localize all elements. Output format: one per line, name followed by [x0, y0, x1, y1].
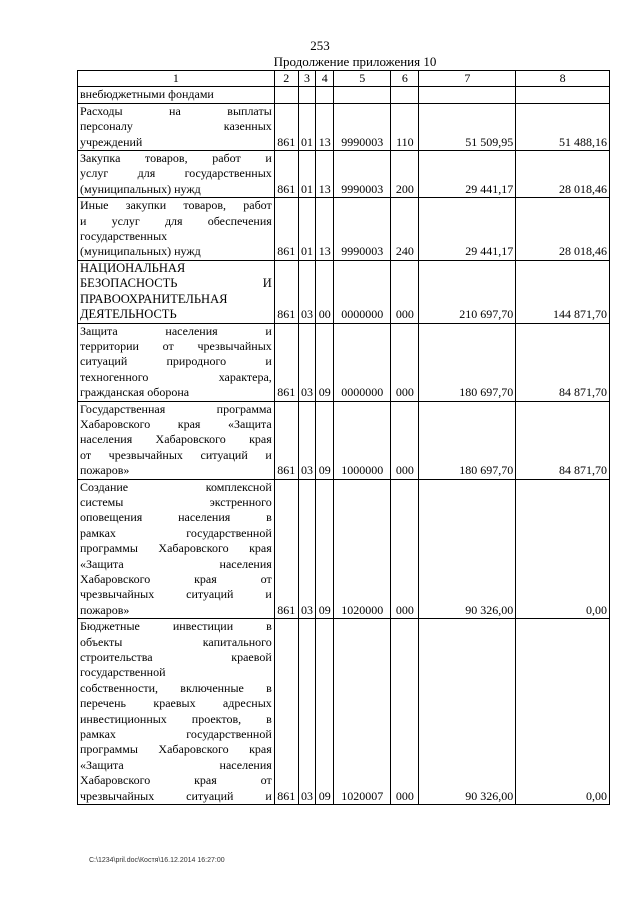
- row-name-line: Закупка товаров, работ и: [80, 151, 272, 166]
- row-name-line: Расходы на выплаты: [80, 103, 272, 118]
- row-name-line: (муниципальных) нужд: [80, 244, 201, 259]
- row-name-line: Защита населения и: [80, 323, 272, 338]
- table-row: [78, 87, 610, 103]
- subsection-code: 13: [316, 151, 334, 198]
- row-name-line: перечень краевых адресных: [80, 696, 272, 711]
- ved-code: 861: [274, 323, 298, 401]
- row-name-line: рамках государственной: [80, 727, 272, 742]
- subsection-code: 09: [316, 323, 334, 401]
- ved-code: 861: [274, 479, 298, 619]
- header-cell: 2: [274, 71, 298, 87]
- budget-table: [77, 70, 610, 805]
- row-name-line: ДЕЯТЕЛЬНОСТЬ: [80, 307, 177, 322]
- row-name-line: персоналу казенных: [80, 119, 272, 134]
- section-code: 03: [298, 323, 316, 401]
- empty-cell: [298, 87, 316, 103]
- header-cell: 5: [334, 71, 391, 87]
- row-name-line: НАЦИОНАЛЬНАЯ: [80, 260, 186, 275]
- row-name: [78, 198, 275, 261]
- header-cell: 3: [298, 71, 316, 87]
- row-name-line: услуг для государственных: [80, 166, 272, 181]
- row-name: [78, 619, 275, 805]
- row-name-line: пожаров»: [80, 602, 130, 617]
- expense-type-code: 000: [391, 323, 419, 401]
- row-name: [78, 103, 275, 150]
- row-name: [78, 479, 275, 619]
- subsection-code: 00: [316, 260, 334, 323]
- section-code: 01: [298, 103, 316, 150]
- target-article-code: 9990003: [334, 151, 391, 198]
- subsection-code: 13: [316, 198, 334, 261]
- table-row: [78, 479, 610, 619]
- row-name-line: «Защита населения: [80, 556, 272, 571]
- target-article-code: 1000000: [334, 401, 391, 479]
- appendix-subtitle: Продолжение приложения 10: [273, 54, 437, 69]
- amount-year-2: 0,00: [516, 619, 610, 805]
- table-row: [78, 260, 610, 323]
- row-name-line: программы Хабаровского края: [80, 742, 272, 757]
- row-name-line: учреждений: [80, 134, 143, 149]
- row-name-line: Иные закупки товаров, работ: [80, 198, 272, 213]
- row-name-line: (муниципальных) нужд: [80, 181, 201, 196]
- section-code: 03: [298, 479, 316, 619]
- row-name-line: Хабаровского края от: [80, 572, 272, 586]
- row-name: внебюджетными фондами: [78, 87, 275, 103]
- amount-year-1: 90 326,00: [419, 619, 516, 805]
- subsection-code: 09: [316, 401, 334, 479]
- row-name-line: Бюджетные инвестиции в: [80, 619, 272, 634]
- row-name-line: техногенного характера,: [80, 369, 272, 384]
- ved-code: 861: [274, 151, 298, 198]
- ved-code: 861: [274, 260, 298, 323]
- row-name-line: ситуаций природного и: [80, 354, 272, 369]
- row-name-line: чрезвычайных ситуаций и: [80, 587, 272, 602]
- row-name-line: «Защита населения: [80, 757, 272, 772]
- amount-year-1: 90 326,00: [419, 479, 516, 619]
- amount-year-1: 180 697,70: [419, 323, 516, 401]
- row-name-line: чрезвычайных ситуаций и: [80, 788, 272, 803]
- empty-cell: [334, 87, 391, 103]
- amount-year-1: 29 441,17: [419, 151, 516, 198]
- row-name-line: инвестиционных проектов, в: [80, 711, 272, 726]
- row-name-line: оповещения населения в: [80, 510, 272, 525]
- row-name-line: ПРАВООХРАНИТЕЛЬНАЯ: [80, 291, 228, 306]
- row-name-line: гражданская оборона: [80, 385, 190, 400]
- row-name-line: БЕЗОПАСНОСТЬ И: [80, 276, 272, 291]
- row-name-line: территории от чрезвычайных: [80, 338, 272, 353]
- header-cell: 1: [78, 71, 275, 87]
- empty-cell: [516, 87, 610, 103]
- row-name-line: Хабаровского края «Защита: [80, 416, 272, 431]
- section-code: 03: [298, 401, 316, 479]
- subsection-code: 09: [316, 619, 334, 805]
- row-name-line: системы экстренного: [80, 494, 272, 509]
- target-article-code: 9990003: [334, 198, 391, 261]
- amount-year-2: 28 018,46: [516, 198, 610, 261]
- empty-cell: [316, 87, 334, 103]
- row-name-line: и услуг для обеспечения: [80, 213, 272, 228]
- ved-code: 861: [274, 103, 298, 150]
- table-row: [78, 103, 610, 150]
- expense-type-code: 000: [391, 260, 419, 323]
- row-name-line: государственной: [80, 665, 166, 680]
- amount-year-2: 51 488,16: [516, 103, 610, 150]
- subsection-code: 13: [316, 103, 334, 150]
- target-article-code: 0000000: [334, 260, 391, 323]
- amount-year-2: 84 871,70: [516, 323, 610, 401]
- page-number: 253: [310, 38, 330, 53]
- header-cell: 8: [516, 71, 610, 87]
- row-name-line: строительства краевой: [80, 650, 272, 665]
- empty-cell: [274, 87, 298, 103]
- row-name: [78, 401, 275, 479]
- section-code: 01: [298, 198, 316, 261]
- header-cell: 6: [391, 71, 419, 87]
- section-code: 03: [298, 260, 316, 323]
- row-name: [78, 151, 275, 198]
- table-row: [78, 151, 610, 198]
- ved-code: 861: [274, 198, 298, 261]
- table-row: [78, 401, 610, 479]
- amount-year-1: 51 509,95: [419, 103, 516, 150]
- row-name-line: рамках государственной: [80, 525, 272, 540]
- expense-type-code: 200: [391, 151, 419, 198]
- row-name-line: Создание комплексной: [80, 479, 272, 494]
- section-code: 03: [298, 619, 316, 805]
- row-name-line: Хабаровского края от: [80, 773, 272, 788]
- empty-cell: [419, 87, 516, 103]
- amount-year-2: 84 871,70: [516, 401, 610, 479]
- target-article-code: 1020000: [334, 479, 391, 619]
- row-name-line: собственности, включенные в: [80, 680, 272, 695]
- expense-type-code: 000: [391, 619, 419, 805]
- row-name-line: от чрезвычайных ситуаций и: [80, 447, 272, 462]
- row-name-line: государственных: [80, 229, 168, 244]
- subsection-code: 09: [316, 479, 334, 619]
- expense-type-code: 000: [391, 401, 419, 479]
- row-name-line: Государственная программа: [80, 401, 272, 416]
- header-cell: 4: [316, 71, 334, 87]
- file-path-footer: C:\1234\pril.doc\Костя\16.12.2014 16:27:00: [89, 857, 225, 864]
- target-article-code: 9990003: [334, 103, 391, 150]
- target-article-code: 0000000: [334, 323, 391, 401]
- expense-type-code: 110: [391, 103, 419, 150]
- table-row: [78, 619, 610, 805]
- amount-year-2: 144 871,70: [516, 260, 610, 323]
- row-name-line: населения Хабаровского края: [80, 432, 272, 447]
- target-article-code: 1020007: [334, 619, 391, 805]
- row-name-line: пожаров»: [80, 463, 130, 478]
- row-name-line: программы Хабаровского края: [80, 541, 272, 556]
- amount-year-2: 0,00: [516, 479, 610, 619]
- row-name: [78, 260, 275, 323]
- amount-year-1: 180 697,70: [419, 401, 516, 479]
- row-name: [78, 323, 275, 401]
- amount-year-2: 28 018,46: [516, 151, 610, 198]
- empty-cell: [391, 87, 419, 103]
- amount-year-1: 29 441,17: [419, 198, 516, 261]
- ved-code: 861: [274, 619, 298, 805]
- expense-type-code: 000: [391, 479, 419, 619]
- header-row: [78, 71, 610, 87]
- amount-year-1: 210 697,70: [419, 260, 516, 323]
- header-cell: 7: [419, 71, 516, 87]
- expense-type-code: 240: [391, 198, 419, 261]
- table-row: [78, 198, 610, 261]
- row-name-line: объекты капитального: [80, 634, 272, 649]
- table-body: [78, 87, 610, 805]
- table-header: [78, 71, 610, 87]
- table-row: [78, 323, 610, 401]
- section-code: 01: [298, 151, 316, 198]
- ved-code: 861: [274, 401, 298, 479]
